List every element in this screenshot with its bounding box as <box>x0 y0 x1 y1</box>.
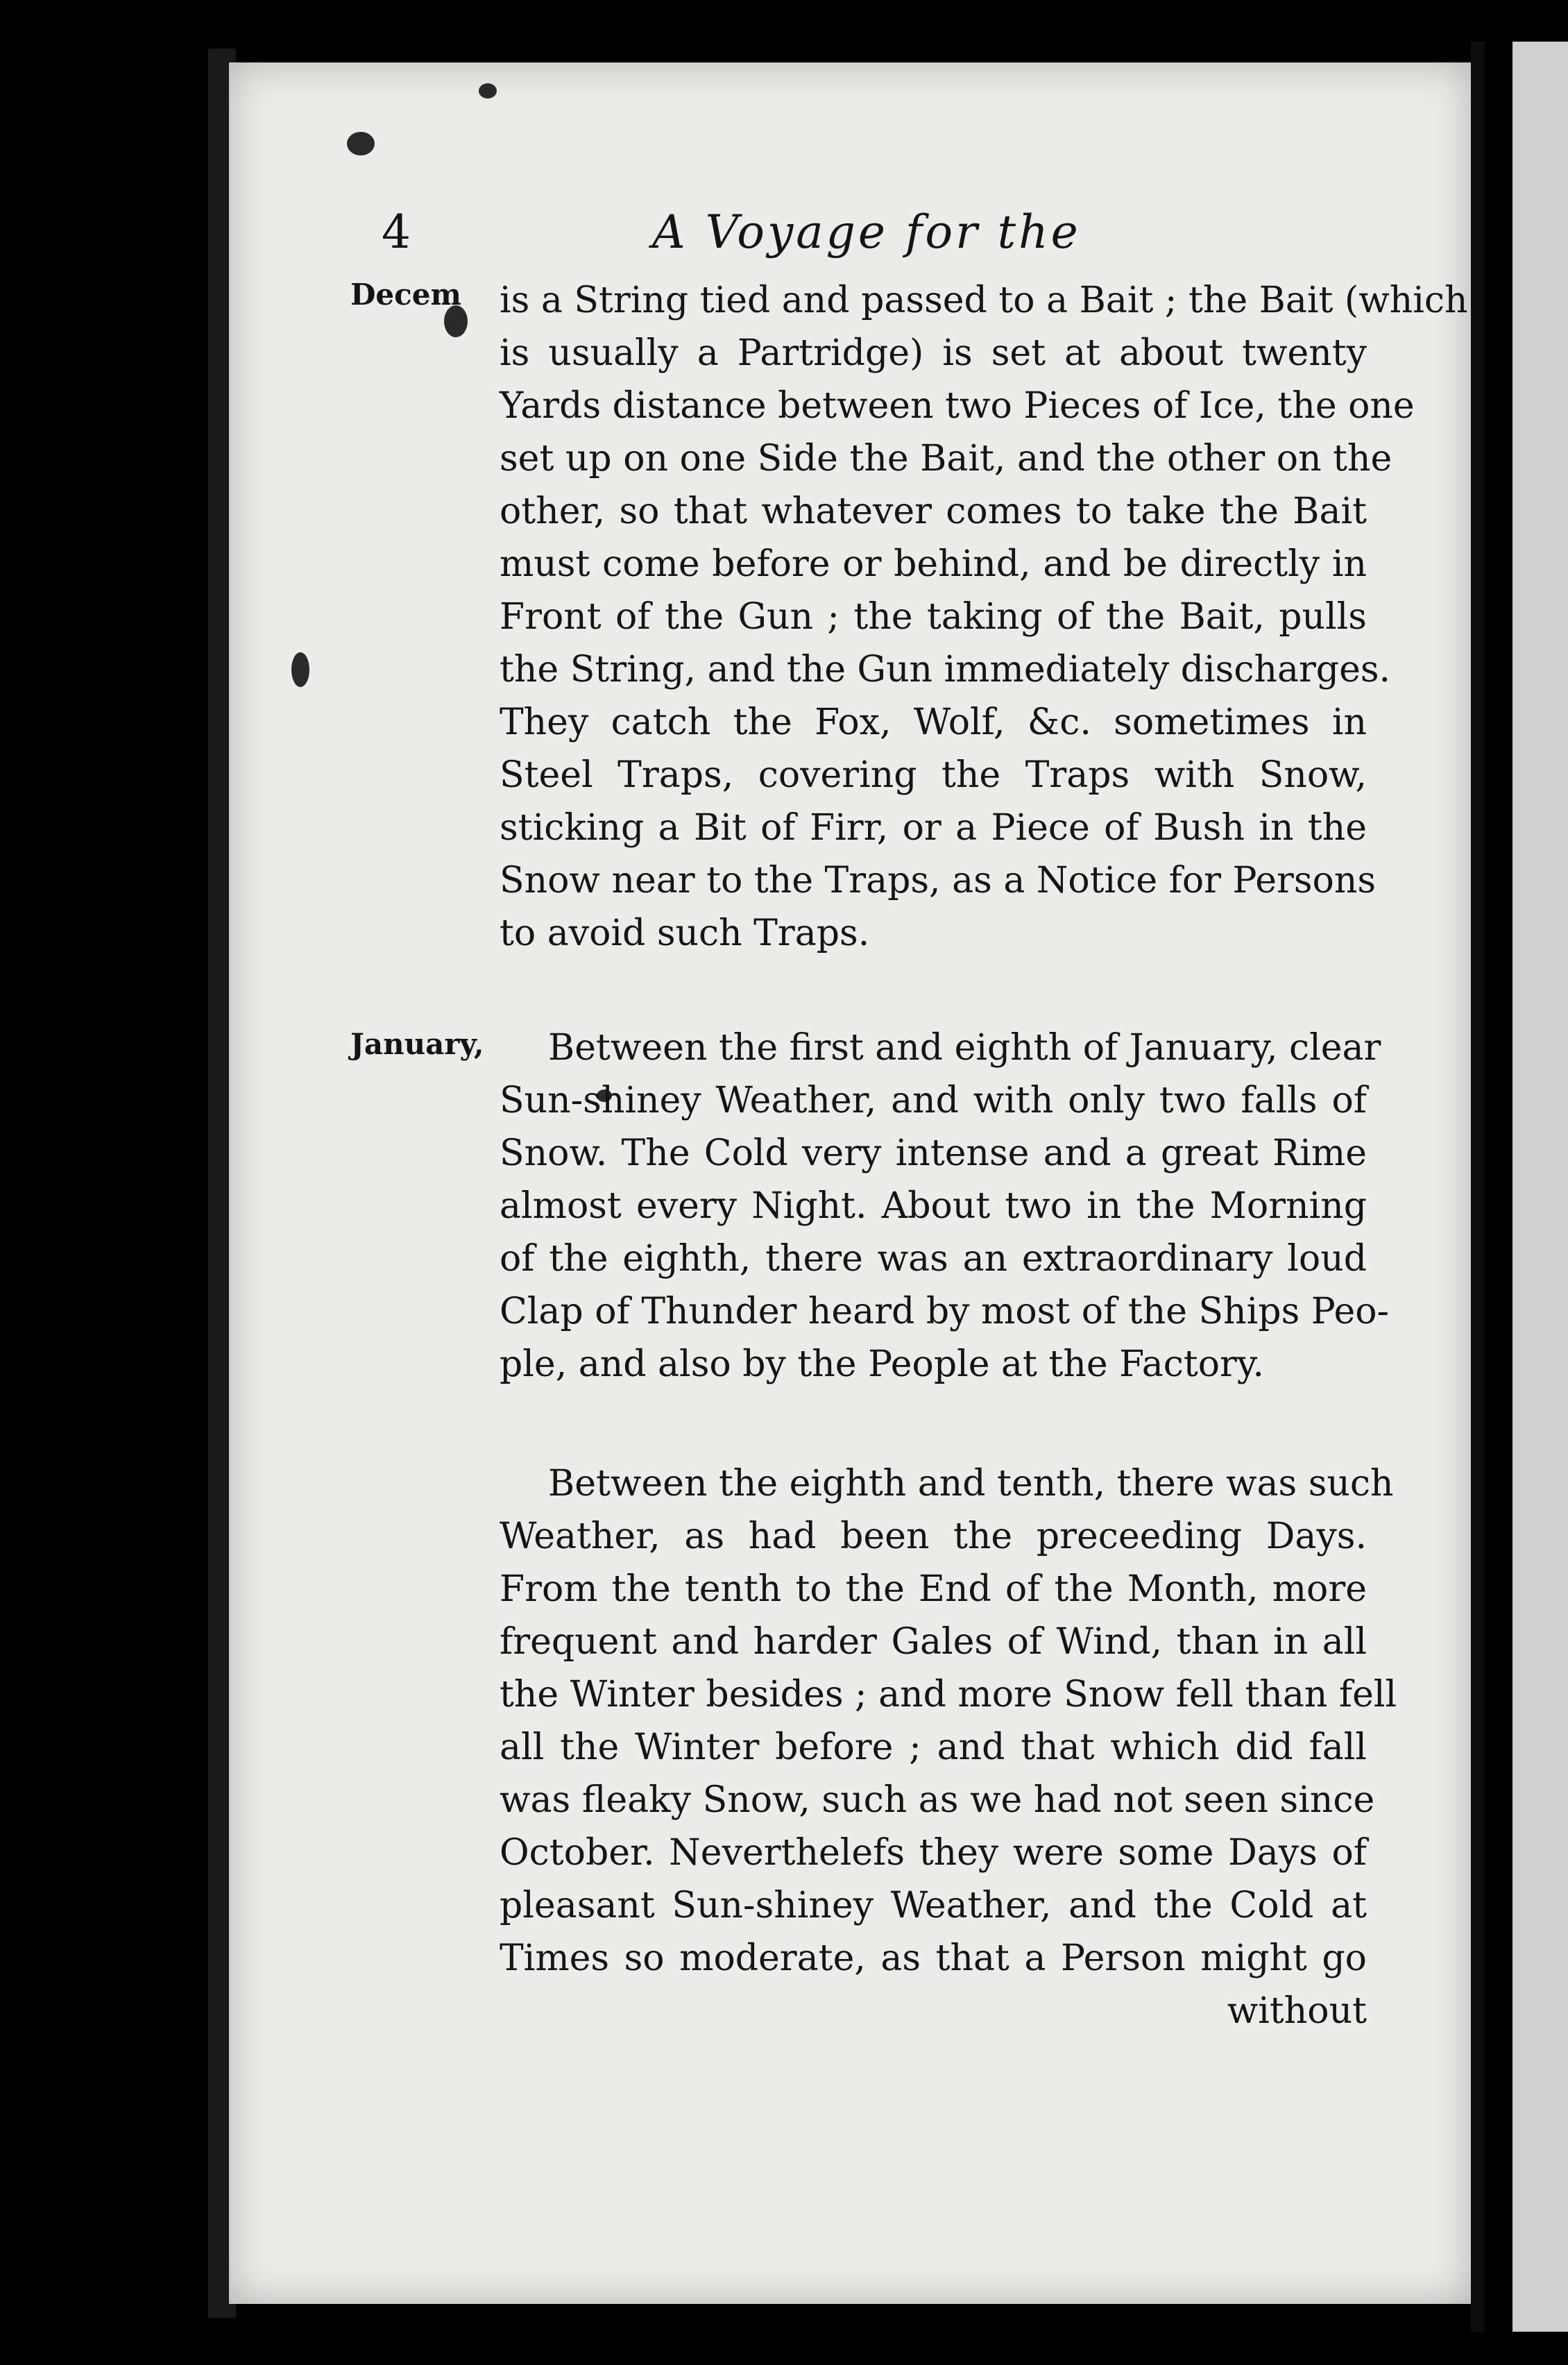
text-line: Weather, as had been the preceeding Days. <box>500 1516 1367 1557</box>
text-line: the Winter besides ; and more Snow fell than fell <box>500 1674 1397 1715</box>
margin-note-december: Decem <box>350 278 461 312</box>
text-line: Between the eighth and tenth, there was such <box>548 1463 1394 1504</box>
paragraph-january-weather <box>500 1022 1390 1391</box>
text-line: to avoid such Traps. <box>500 913 870 954</box>
text-line: frequent and harder Gales of Wind, than in all <box>500 1621 1367 1663</box>
catchword: without <box>1227 1990 1367 2032</box>
text-line: is a String tied and passed to a Bait ; the Bait (which <box>500 280 1468 321</box>
margin-note-january: January, <box>350 1027 484 1061</box>
text-line: October. Neverthelefs they were some Days of <box>500 1832 1367 1874</box>
paragraph-traps <box>500 274 1468 960</box>
text-line: other, so that whatever comes to take the Bait <box>500 491 1367 532</box>
text-line: is usually a Partridge) is set at about twenty <box>500 332 1367 374</box>
text-line: They catch the Fox, Wolf, &c. sometimes in <box>500 702 1367 743</box>
text-line: the String, and the Gun immediately discharges. <box>500 649 1391 690</box>
text-line: all the Winter before ; and that which did fall <box>500 1727 1367 1768</box>
paragraph-gales <box>500 1457 1397 2037</box>
text-line: Steel Traps, covering the Traps with Snow, <box>500 754 1367 796</box>
text-line: Yards distance between two Pieces of Ice, the one <box>500 385 1415 427</box>
text-line: must come before or behind, and be directly in <box>500 543 1367 585</box>
running-head <box>375 194 1415 271</box>
text-line: Between the first and eighth of January, clear <box>548 1027 1381 1069</box>
text-line: was fleaky Snow, such as we had not seen since <box>500 1779 1375 1821</box>
text-line: Front of the Gun ; the taking of the Bait, pulls <box>500 596 1367 638</box>
text-line: Snow near to the Traps, as a Notice for Persons <box>500 860 1377 901</box>
page-number: 4 <box>382 205 411 259</box>
text-line: Sun-shiney Weather, and with only two falls of <box>500 1080 1367 1121</box>
text-line: Snow. The Cold very intense and a great Rime <box>500 1133 1367 1174</box>
text-line: From the tenth to the End of the Month, more <box>500 1568 1367 1610</box>
text-line: of the eighth, there was an extraordinary loud <box>500 1238 1367 1280</box>
text-line: Times so moderate, as that a Person might go <box>500 1938 1367 1979</box>
text-line: pleasant Sun-shiney Weather, and the Cold at <box>500 1885 1367 1926</box>
text-line: almost every Night. About two in the Morning <box>500 1185 1367 1227</box>
text-line: Clap of Thunder heard by most of the Ships Peo- <box>500 1291 1390 1332</box>
text-line: set up on one Side the Bait, and the other on the <box>500 438 1392 480</box>
running-head-title: A Voyage for the <box>652 205 1081 259</box>
text-line: sticking a Bit of Firr, or a Piece of Bush in the <box>500 807 1367 849</box>
text-line: ple, and also by the People at the Factory. <box>500 1343 1264 1385</box>
